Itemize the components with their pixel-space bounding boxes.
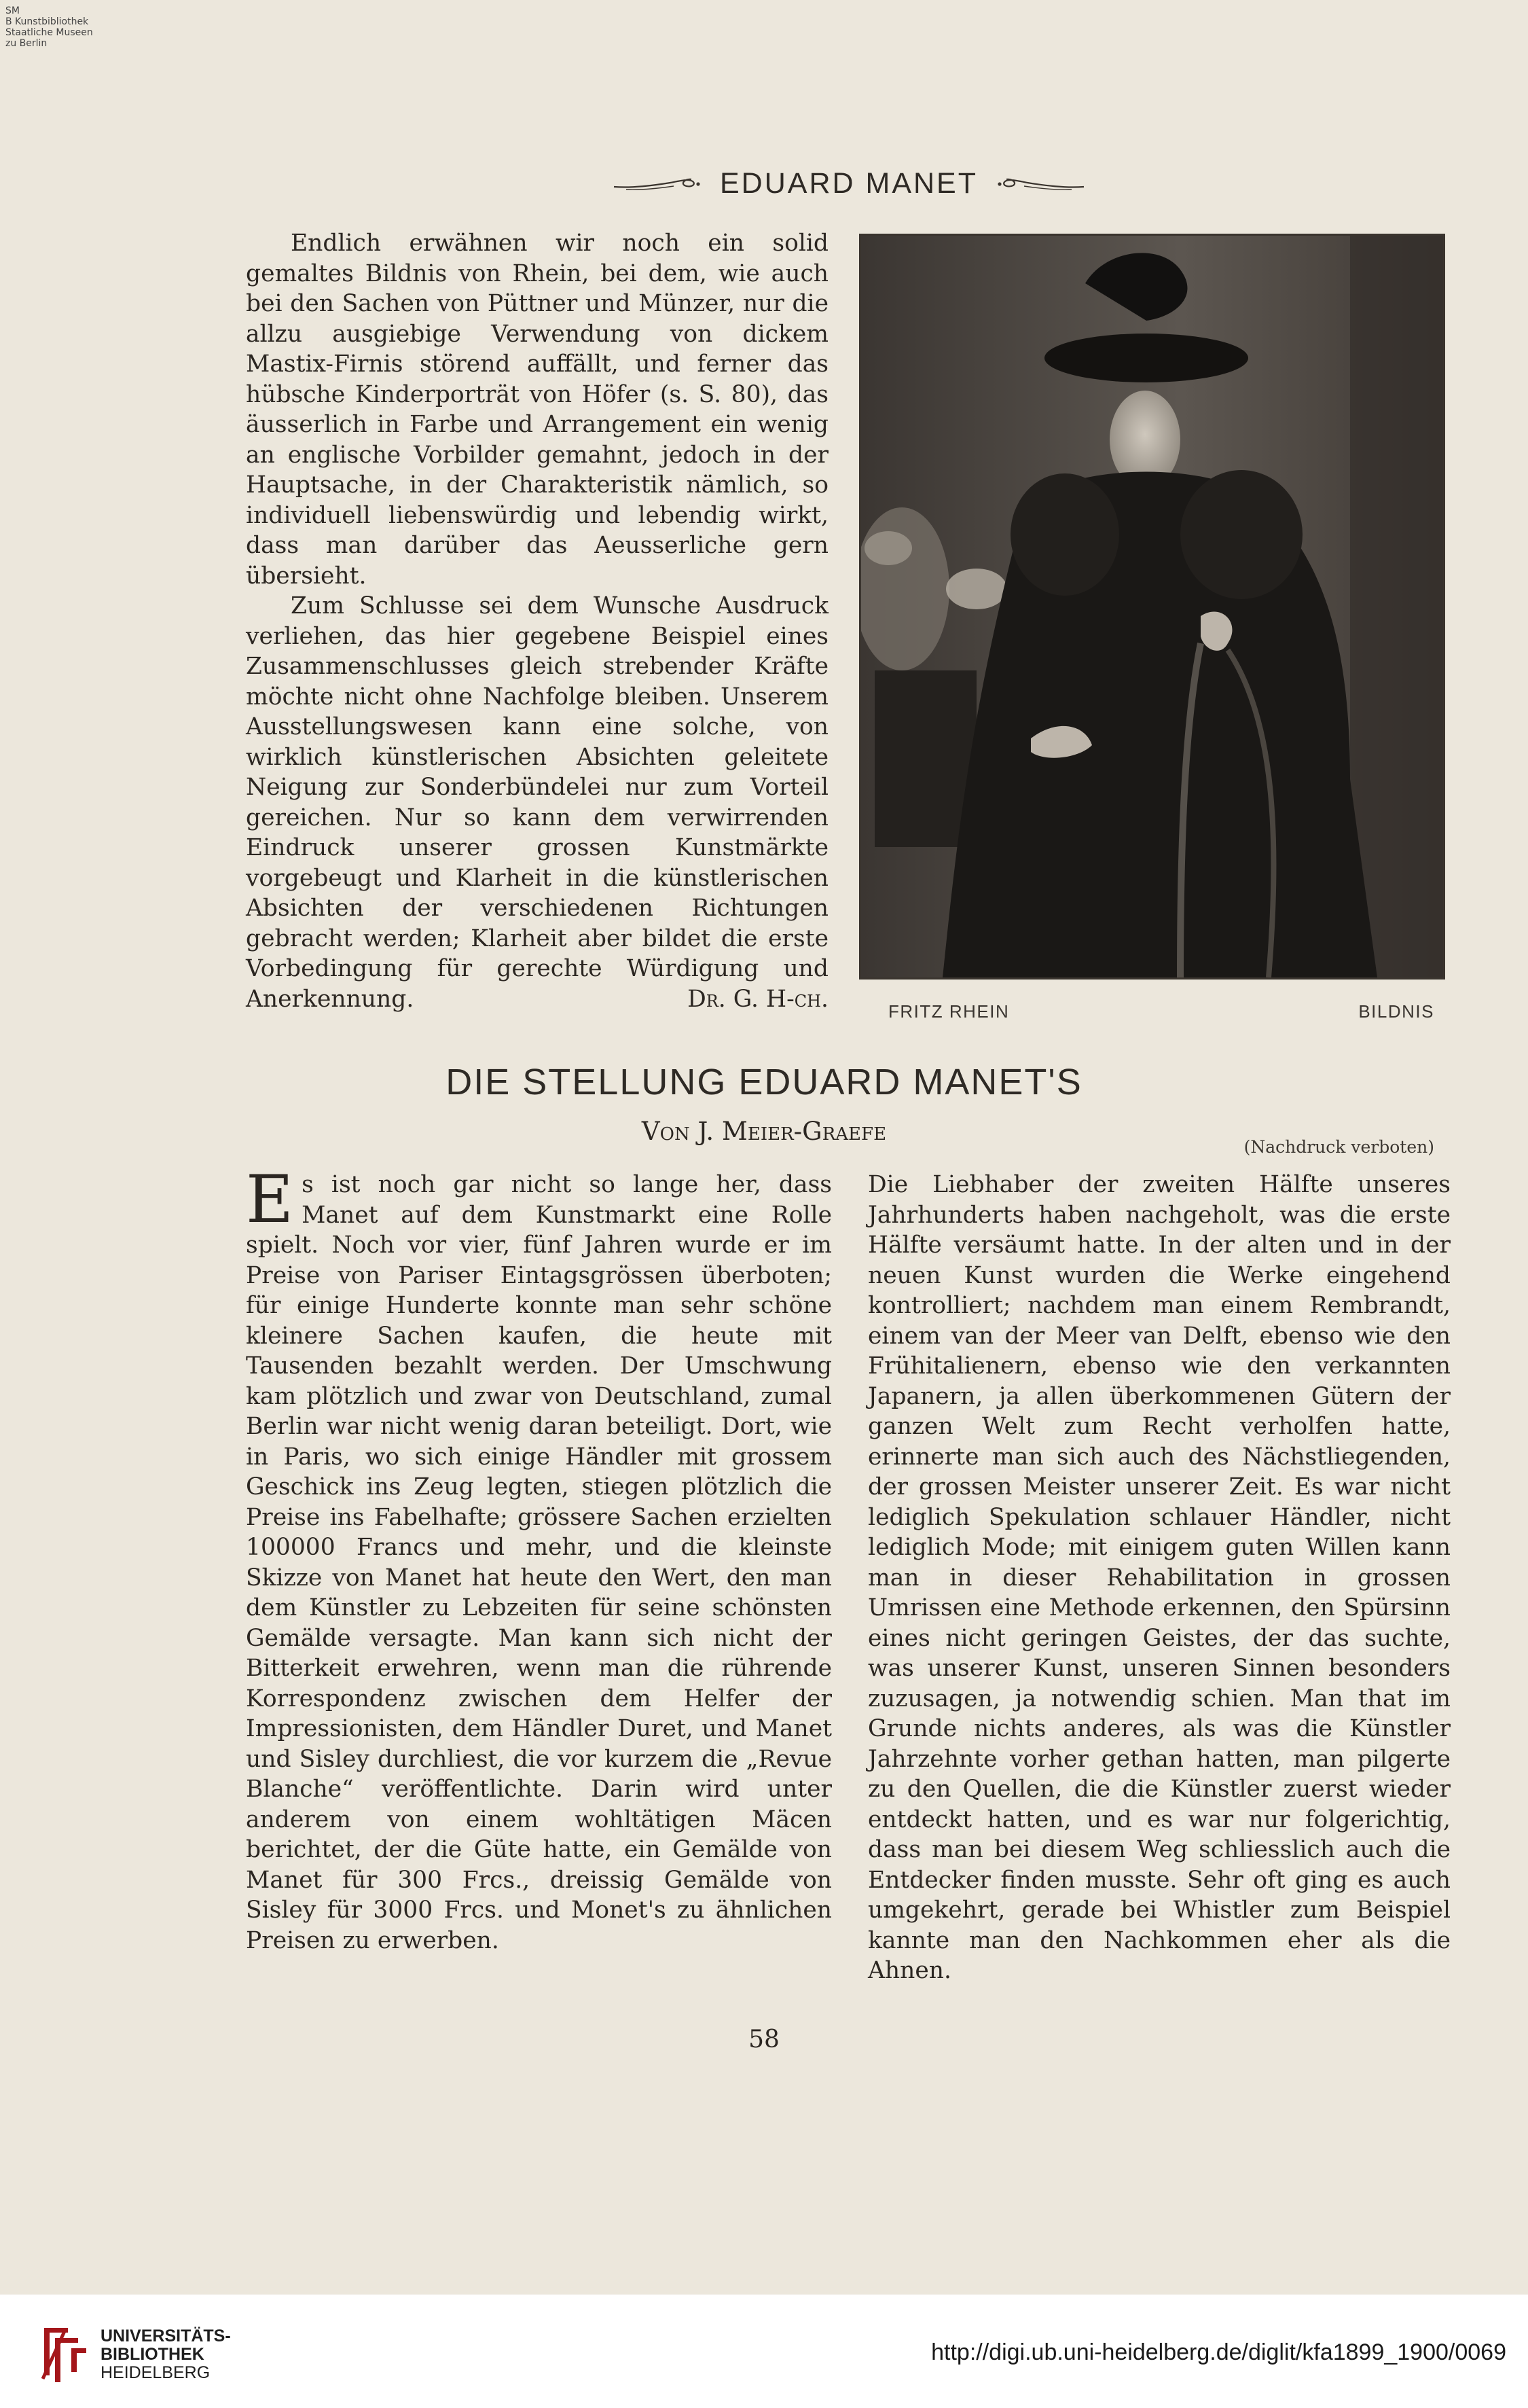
source-url-link[interactable]: http://digi.ub.uni-heidelberg.de/diglit/kfa1899_1900/0069 bbox=[931, 2339, 1506, 2365]
paragraph bbox=[246, 591, 829, 1014]
article-byline: Von J. Meier-Graefe bbox=[641, 1117, 887, 1146]
stamp-line: Staatliche Museen bbox=[5, 27, 93, 38]
library-stamp bbox=[5, 5, 93, 49]
stamp-line: SM bbox=[5, 5, 20, 16]
paragraph: Endlich erwähnen wir noch ein solid gemaltes Bildnis von Rhein, bei dem, wie auch bei den Sachen von Püttner und Münzer, nur die allzu ausgiebige Verwendung von dickem Mastix-Firnis störend auffällt, und ferner das hübsche Kinderporträt von Höfer (s. S. 80), das äusserlich in Farbe und Arrangement ein wenig an englische Vorbilder gemahnt, jedoch in der Hauptsache, in der Charakteristik nämlich, so individuell liebenswürdig und lebendig wirkt, dass man darüber das Aeusserliche gern übersieht. bbox=[246, 230, 829, 590]
drop-cap: E bbox=[246, 1162, 294, 1238]
library-name-line: BIBLIOTHEK bbox=[101, 2345, 204, 2364]
library-name-line: HEIDELBERG bbox=[101, 2363, 211, 2382]
article-column-right bbox=[868, 1170, 1451, 1986]
portrait-photo bbox=[859, 234, 1445, 980]
paragraph bbox=[246, 1162, 832, 1956]
previous-article-text bbox=[246, 228, 829, 1014]
library-name-line: UNIVERSITÄTS- bbox=[101, 2326, 231, 2346]
paragraph-text: Zum Schlusse sei dem Wunsche Ausdruck verliehen, das hier gegebene Beispiel eines Zusammenschlusses gleich strebender Kräfte möchte nicht ohne Nachfolge bleiben. Unserem Ausstellungswesen kann eine solche, von wirklich künstlerischen Absichten geleitete Neigung zur Sonderbündelei nur zum Vorteil gereichen. Nur so kann dem verwirrenden Eindruck unserer grossen Kunstmärkte vorgebeugt und Klarheit in die künstlerischen Absichten der verschiedenen Richtungen gebracht werden; Klarheit aber bildet die erste Vorbedingung für gerechte Würdigung und Anerkennung. bbox=[246, 592, 829, 1013]
figure-caption-title: BILDNIS bbox=[1358, 1001, 1434, 1022]
article-title: DIE STELLUNG EDUARD MANET'S bbox=[445, 1062, 1083, 1102]
footer-bar bbox=[0, 2295, 1528, 2408]
reprint-notice: (Nachdruck verboten) bbox=[1243, 1137, 1434, 1157]
portrait-image-icon bbox=[861, 236, 1443, 977]
library-name bbox=[101, 2327, 231, 2382]
stamp-line: B Kunstbibliothek bbox=[5, 16, 89, 27]
author-signature: Dr. G. H-ch. bbox=[687, 985, 829, 1013]
stamp-line: zu Berlin bbox=[5, 38, 48, 49]
running-header bbox=[577, 163, 1121, 204]
figure-caption-artist: FRITZ RHEIN bbox=[888, 1001, 1010, 1022]
flourish-right-icon bbox=[997, 173, 1085, 194]
header-title: EDUARD MANET bbox=[719, 166, 979, 200]
article-column-left bbox=[246, 1162, 832, 1956]
flourish-left-icon bbox=[613, 173, 701, 194]
page-number: 58 bbox=[748, 2026, 780, 2053]
paragraph: Die Liebhaber der zweiten Hälfte unseres Jahrhunderts haben nachgeholt, was die erste Hälfte versäumt hatte. In der alten und in der neuen Kunst wurden die Werke eingehend kontrolliert; nachdem man einem Rembrandt, einem van der Meer van Delft, ebenso wie den Frühitalienern, ebenso wie den verkannten Japanern, ja allen überkommenen Gütern der ganzen Welt zum Recht verholfen hatte, erinnerte man sich auch des Nächstliegenden, der grossen Meister unserer Zeit. Es war nicht lediglich Spekulation schlauer Händler, nicht lediglich Mode; mit einigem guten Willen kann man in dieser Rehabilitation in grossen Umrissen eine Methode erkennen, den Spürsinn eines nicht geringen Geistes, der das suchte, was unserer Kunst, unseren Sinnen besonders zuzusagen, ja notwendig schien. Man that im Grunde nichts anderes, als was die Künstler Jahrzehnte vorher gethan hatten, man pilgerte zu den Quellen, die die Künstler zuerst wieder entdeckt hatten, und es war nur folgerichtig, dass man bei diesem Weg schliesslich auch die Entdecker finden musste. Sehr oft ging es auch umgekehrt, gerade bei Whistler zum Beispiel kannte man den Nachkommen eher als die Ahnen. bbox=[868, 1171, 1451, 1984]
paragraph-text: s ist noch gar nicht so lange her, dass Manet auf dem Kunstmarkt eine Rolle spielt. Noch vor vier, fünf Jahren wurde er im Preise von Pariser Eintagsgrössen überboten; für einige Hunderte konnte man sehr schöne kleinere Sachen kaufen, die heute mit Tausenden bezahlt werden. Der Umschwung kam plötzlich und zwar von Deutschland, zumal Berlin war nicht wenig daran beteiligt. Dort, wie in Paris, wo sich einige Händler mit grossem Geschick ins Zeug legten, stiegen plötzlich die Preise ins Fabelhafte; grössere Sachen erzielten 100000 Francs und mehr, und die kleinste Skizze von Manet hat heute den Wert, den man dem Künstler zu Lebzeiten für seine schönsten Gemälde versagte. Man kann sich nicht der Bitterkeit erwehren, wenn man die rührende Korrespondenz zwischen dem Helfer der Impressionisten, dem Händler Duret, und Manet und Sisley durchliest, die vor kurzem die „Revue Blanche“ veröffentlichte. Darin wird unter anderem von einem wohltätigen Mäcen berichtet, der die Güte hatte, ein Gemälde von Manet für 300 Frcs., dreissig Gemälde von Sisley für 3000 Frcs. und Monet's zu ähnlichen Preisen zu erwerben. bbox=[246, 1171, 832, 1954]
library-logo-icon bbox=[37, 2318, 92, 2386]
